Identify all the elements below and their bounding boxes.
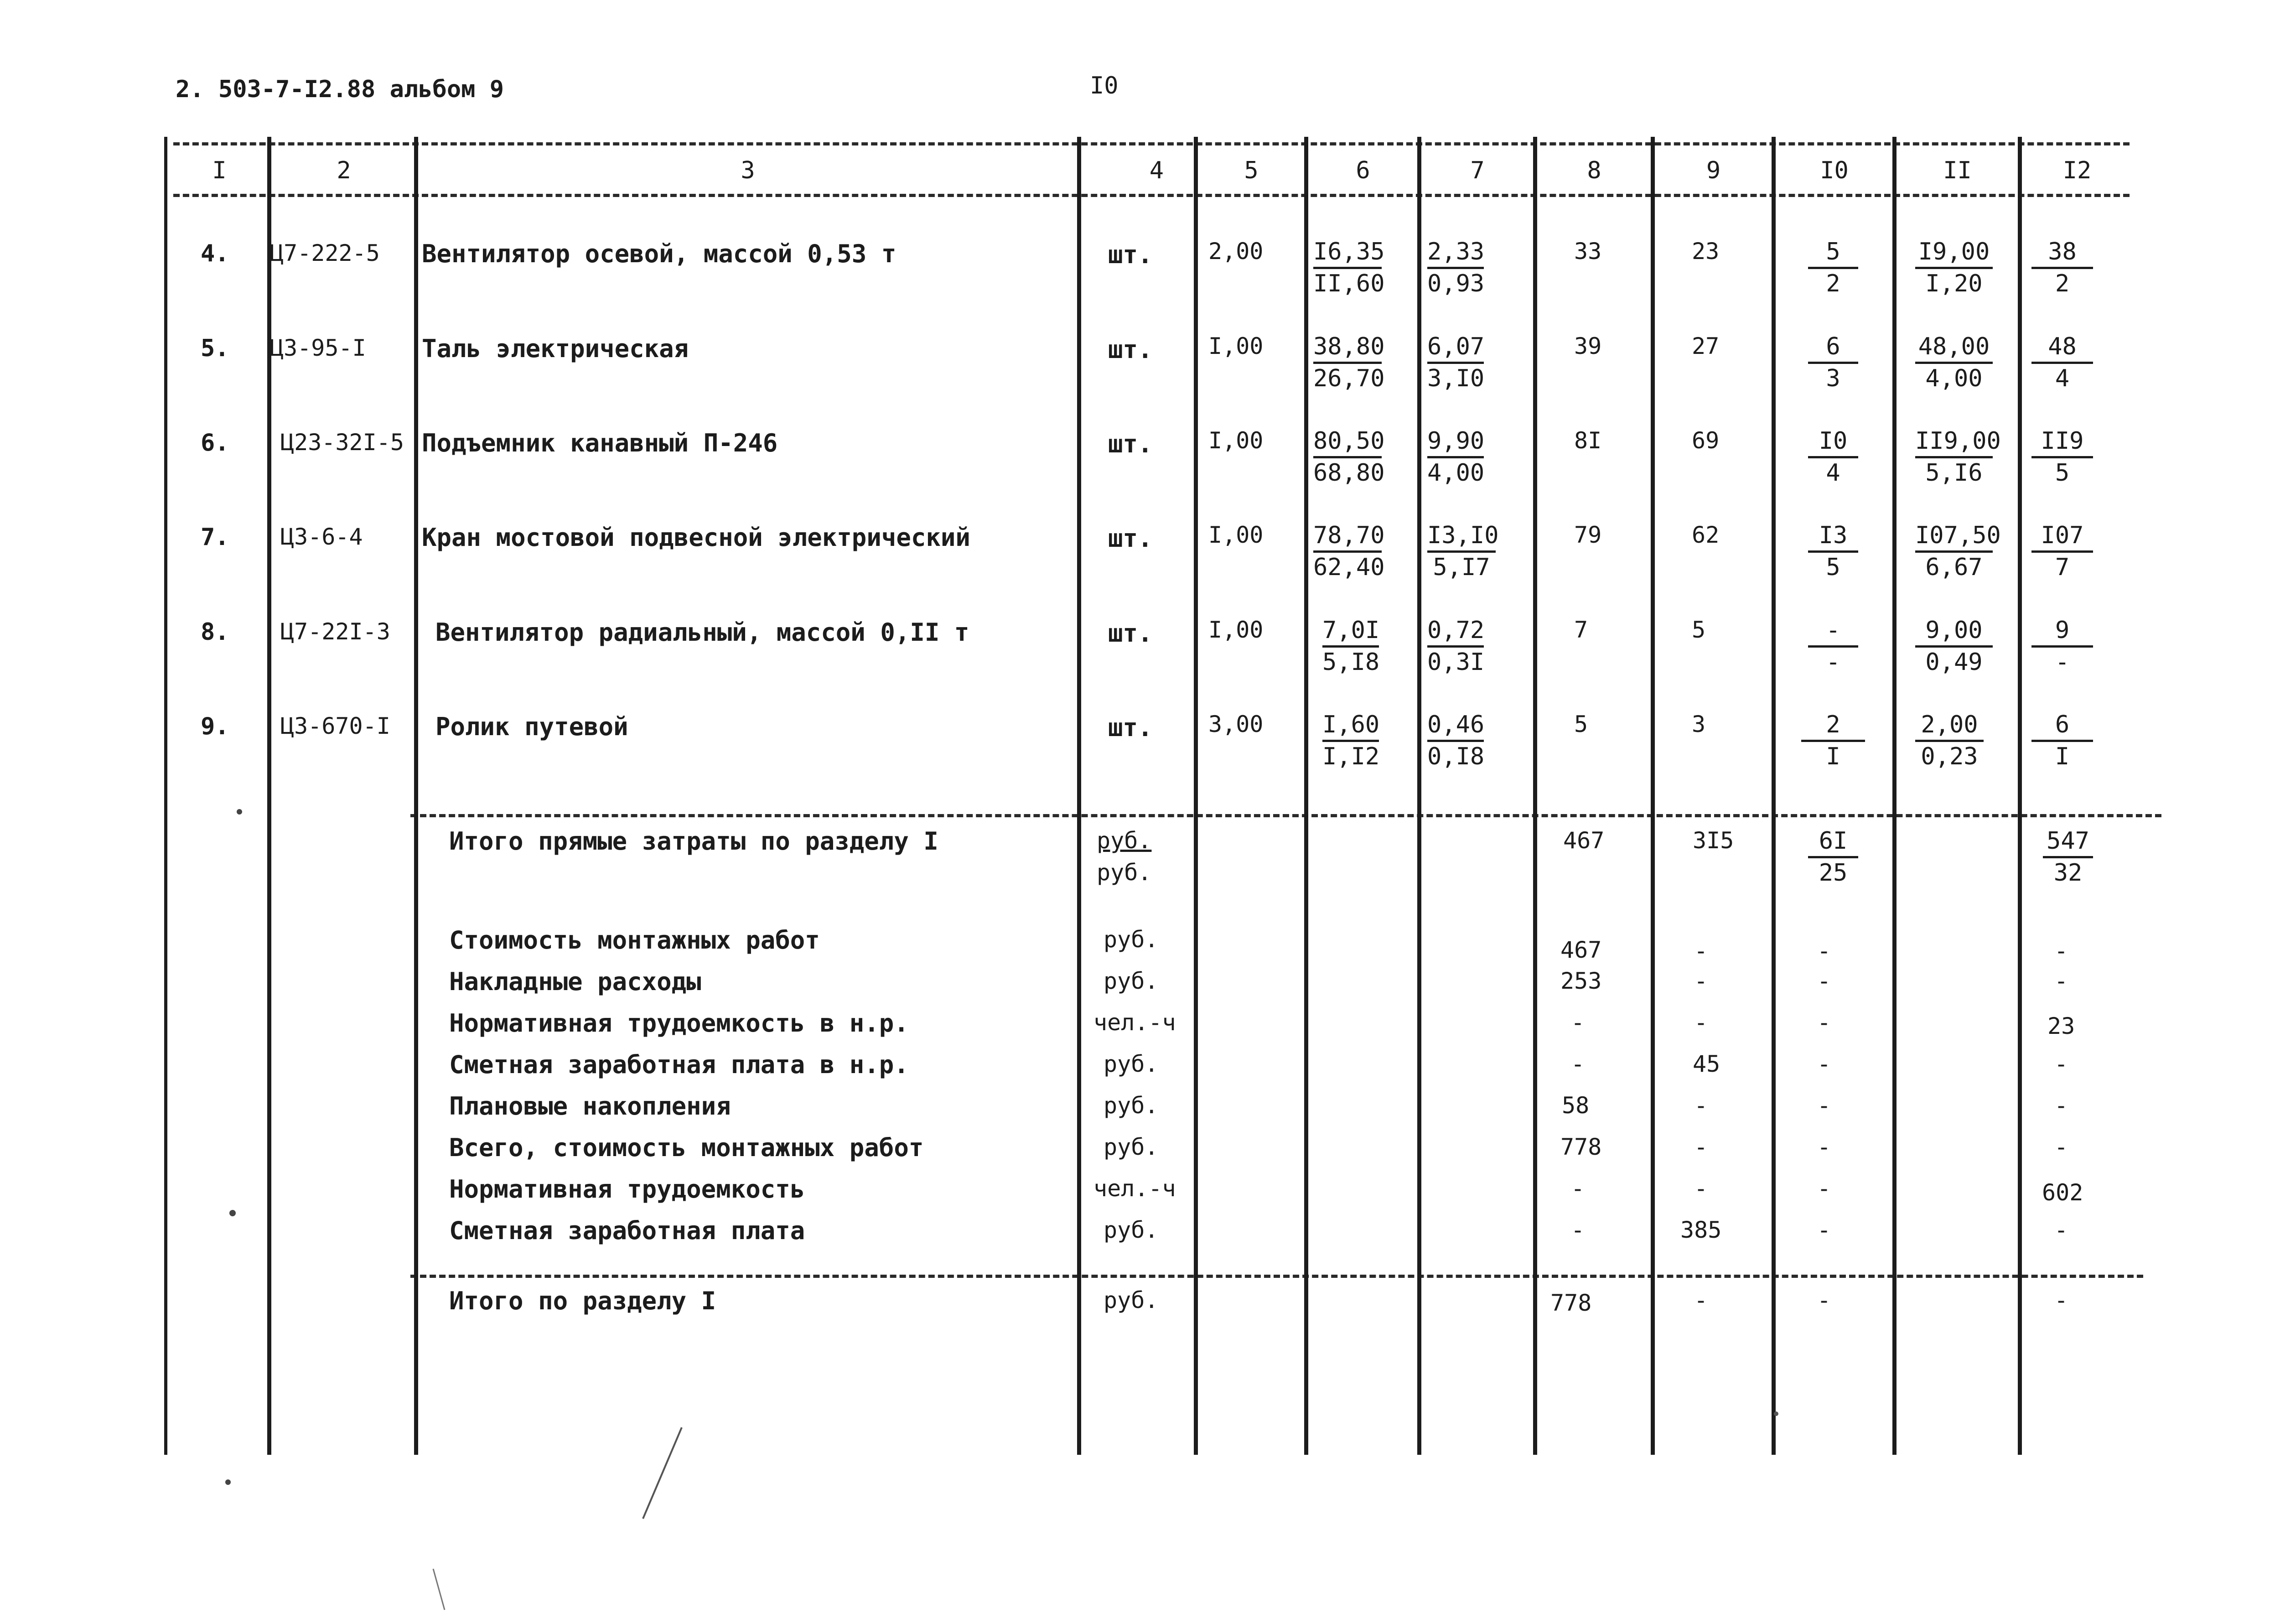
col7-denominator: 4,00 [1427, 459, 1485, 487]
row-number: 9. [201, 713, 229, 740]
col12-denominator: I [2055, 743, 2070, 770]
row-number: 4. [201, 240, 229, 267]
col11-denominator: 0,23 [1921, 743, 1978, 770]
page-number: I0 [1090, 72, 1119, 99]
pen-stroke [433, 1569, 445, 1610]
col7-numerator: 2,33 [1427, 237, 1484, 269]
col7-numerator: 9,90 [1427, 426, 1484, 458]
column-header-5: 5 [1244, 157, 1259, 184]
summary-col9: 385 [1680, 1217, 1722, 1243]
summary-unit: руб. [1104, 1092, 1159, 1119]
col10-denominator: 5 [1826, 554, 1840, 581]
col10-numerator: 6 [1808, 332, 1858, 364]
unit: шт. [1108, 524, 1153, 553]
col8-value: 39 [1574, 333, 1602, 359]
unit: шт. [1108, 713, 1153, 742]
col7-numerator: 0,46 [1427, 710, 1484, 742]
col9-value: 62 [1692, 522, 1720, 548]
summary-label: Всего, стоимость монтажных работ [449, 1133, 924, 1162]
col12-numerator: 9 [2031, 616, 2093, 648]
item-name: Вентилятор осевой, массой 0,53 т [422, 239, 896, 268]
summary-label: Сметная заработная плата [449, 1216, 805, 1245]
unit: шт. [1108, 240, 1153, 269]
item-name: Ролик путевой [435, 712, 628, 741]
summary-label: Накладные расходы [449, 967, 701, 996]
col12-denominator: 5 [2055, 459, 2070, 487]
summary-unit: руб. [1104, 1217, 1159, 1243]
summary-col10: - [1817, 968, 1831, 994]
summary-col10: - [1817, 1134, 1831, 1160]
summary-unit: чел.-ч [1093, 1009, 1176, 1036]
summary-unit: руб. [1104, 1134, 1159, 1160]
col6-denominator: I,I2 [1322, 743, 1380, 770]
unit: шт. [1108, 430, 1153, 458]
summary-col12: - [2054, 1092, 2068, 1119]
item-name: Кран мостовой подвесной электрический [422, 523, 970, 552]
column-header-6: 6 [1356, 157, 1370, 184]
item-name: Вентилятор радиальный, массой 0,II т [435, 618, 969, 647]
col12-denominator: - [2055, 649, 2070, 676]
col8-value: 33 [1574, 238, 1602, 265]
item-name: Подъемник канавный П-246 [422, 429, 778, 457]
col12-numerator: 38 [2031, 237, 2093, 269]
col11-denominator: 0,49 [1925, 649, 1983, 676]
item-name: Таль электрическая [422, 334, 689, 363]
col12-numerator: II9 [2031, 426, 2093, 458]
summary-col8: - [1571, 1175, 1585, 1202]
summary-col12: - [2054, 1134, 2068, 1160]
direct-costs-col10-denominator: 25 [1819, 859, 1848, 887]
speck [237, 809, 242, 815]
speck [1774, 1411, 1778, 1416]
summary-col12: - [2054, 1051, 2068, 1077]
col6-numerator: 80,50 [1313, 426, 1382, 458]
summary-col10: - [1817, 1175, 1831, 1202]
col6-numerator: I6,35 [1313, 237, 1382, 269]
col8-value: 8I [1574, 427, 1602, 454]
col9-value: 5 [1692, 617, 1706, 643]
unit: шт. [1108, 335, 1153, 364]
summary-unit: руб. [1104, 1051, 1159, 1077]
direct-costs-col10-numerator: 6I [1808, 826, 1858, 858]
column-header-10: I0 [1820, 157, 1849, 184]
col9-value: 69 [1692, 427, 1720, 454]
summary-col12: - [2054, 968, 2068, 994]
col7-denominator: 5,I7 [1433, 554, 1490, 581]
column-header-4: 4 [1149, 157, 1164, 184]
summary-col9: - [1694, 968, 1708, 994]
summary-col12: 23 [2047, 1013, 2075, 1039]
col10-denominator: 3 [1826, 365, 1840, 392]
section-total-unit: руб. [1104, 1287, 1159, 1313]
col12-numerator: 6 [2031, 710, 2093, 742]
col6-denominator: 26,70 [1313, 365, 1385, 392]
summary-col12: - [2054, 938, 2068, 964]
summary-label: Плановые накопления [449, 1092, 731, 1121]
col11-numerator: II9,00 [1915, 426, 1993, 458]
summary-col9: 45 [1693, 1051, 1720, 1077]
section-total-col12: - [2054, 1287, 2068, 1313]
quantity: 3,00 [1208, 711, 1264, 737]
summary-col8: - [1571, 1009, 1585, 1036]
summary-col9: - [1694, 1009, 1708, 1036]
quantity: I,00 [1208, 427, 1264, 454]
price-code: Ц23-32I-5 [280, 429, 404, 456]
col10-denominator: - [1826, 649, 1840, 676]
price-code: Ц7-22I-3 [280, 618, 390, 645]
col6-numerator: 7,0I [1322, 616, 1379, 648]
col7-numerator: 6,07 [1427, 332, 1484, 364]
col9-value: 3 [1692, 711, 1706, 737]
summary-col9: - [1694, 1134, 1708, 1160]
row-number: 8. [201, 618, 229, 646]
column-header-3: 3 [741, 157, 755, 184]
summary-col12: 602 [2042, 1179, 2083, 1206]
col11-denominator: 5,I6 [1925, 459, 1983, 487]
col8-value: 7 [1574, 617, 1588, 643]
price-code: Ц3-670-I [280, 713, 390, 739]
summary-label: Сметная заработная плата в н.р. [449, 1050, 909, 1079]
col11-denominator: 4,00 [1925, 365, 1983, 392]
row-number: 5. [201, 335, 229, 362]
col6-numerator: I,60 [1322, 710, 1379, 742]
col6-numerator: 38,80 [1313, 332, 1382, 364]
col11-denominator: I,20 [1925, 270, 1983, 297]
col11-numerator: I07,50 [1915, 521, 1993, 553]
summary-unit: руб. [1104, 926, 1159, 953]
direct-costs-unit-top: руб. [1097, 827, 1152, 854]
col6-denominator: 62,40 [1313, 554, 1385, 581]
col7-numerator: 0,72 [1427, 616, 1484, 648]
column-header-7: 7 [1470, 157, 1485, 184]
summary-col9: - [1694, 1175, 1708, 1202]
section-total-label: Итого по разделу I [449, 1287, 716, 1315]
col6-numerator: 78,70 [1313, 521, 1382, 553]
summary-label: Нормативная трудоемкость в н.р. [449, 1009, 909, 1038]
section-total-col8: 778 [1550, 1290, 1592, 1316]
section-total-col9: - [1694, 1287, 1708, 1313]
col12-numerator: I07 [2031, 521, 2093, 553]
summary-col12: - [2054, 1217, 2068, 1243]
direct-costs-col9: 3I5 [1693, 827, 1734, 854]
column-header-1: I [212, 157, 227, 184]
col10-denominator: I [1826, 743, 1840, 770]
summary-col10: - [1817, 1009, 1831, 1036]
col7-numerator: I3,I0 [1427, 521, 1496, 553]
summary-col8: 467 [1560, 937, 1602, 963]
column-header-2: 2 [337, 157, 351, 184]
summary-col9: - [1694, 938, 1708, 964]
col10-denominator: 2 [1826, 270, 1840, 297]
col10-numerator: I0 [1808, 426, 1858, 458]
summary-col8: - [1571, 1051, 1585, 1077]
summary-unit: чел.-ч [1093, 1175, 1176, 1202]
summary-label: Стоимость монтажных работ [449, 926, 820, 955]
col12-denominator: 7 [2055, 554, 2070, 581]
quantity: 2,00 [1208, 238, 1264, 265]
col6-denominator: 68,80 [1313, 459, 1385, 487]
price-code: Ц7-222-5 [270, 240, 380, 266]
col7-denominator: 0,3I [1427, 649, 1485, 676]
summary-col8: - [1571, 1217, 1585, 1243]
summary-col10: - [1817, 1092, 1831, 1119]
col12-denominator: 2 [2055, 270, 2070, 297]
summary-label: Нормативная трудоемкость [449, 1175, 805, 1204]
col9-value: 27 [1692, 333, 1720, 359]
col11-denominator: 6,67 [1925, 554, 1983, 581]
pen-stroke [643, 1427, 682, 1519]
col8-value: 79 [1574, 522, 1602, 548]
summary-col9: - [1694, 1092, 1708, 1119]
col10-numerator: - [1808, 616, 1858, 648]
col12-numerator: 48 [2031, 332, 2093, 364]
direct-costs-col12-denominator: 32 [2053, 859, 2083, 887]
quantity: I,00 [1208, 333, 1264, 359]
column-header-9: 9 [1706, 157, 1721, 184]
summary-col8: 58 [1562, 1092, 1590, 1119]
summary-unit: руб. [1104, 968, 1159, 994]
row-number: 6. [201, 429, 229, 457]
col6-denominator: II,60 [1313, 270, 1385, 297]
col8-value: 5 [1574, 711, 1588, 737]
quantity: I,00 [1208, 617, 1264, 643]
col7-denominator: 0,93 [1427, 270, 1485, 297]
speck [229, 1210, 236, 1216]
section-total-col10: - [1817, 1287, 1831, 1313]
col10-denominator: 4 [1826, 459, 1840, 487]
quantity: I,00 [1208, 522, 1264, 548]
column-header-8: 8 [1587, 157, 1601, 184]
column-header-12: I2 [2062, 157, 2092, 184]
price-code: Ц3-95-I [270, 335, 366, 361]
row-number: 7. [201, 524, 229, 551]
col10-numerator: 5 [1808, 237, 1858, 269]
speck [225, 1479, 231, 1485]
direct-costs-col12-numerator: 547 [2043, 826, 2093, 858]
col12-denominator: 4 [2055, 365, 2070, 392]
col7-denominator: 0,I8 [1427, 743, 1485, 770]
direct-costs-label: Итого прямые затраты по разделу I [449, 827, 938, 856]
unit: шт. [1108, 619, 1153, 648]
summary-col8: 253 [1560, 968, 1602, 994]
direct-costs-unit-bottom: руб. [1097, 859, 1152, 886]
col7-denominator: 3,I0 [1427, 365, 1485, 392]
summary-col8: 778 [1560, 1134, 1602, 1160]
summary-col10: - [1817, 1051, 1831, 1077]
summary-col10: - [1817, 938, 1831, 964]
column-header-11: II [1943, 157, 1972, 184]
document-reference: 2. 503-7-I2.88 альбом 9 [176, 76, 504, 103]
direct-costs-col8: 467 [1563, 827, 1605, 854]
col11-numerator: 9,00 [1915, 616, 1993, 648]
col6-denominator: 5,I8 [1322, 649, 1380, 676]
col10-numerator: I3 [1808, 521, 1858, 553]
summary-col10: - [1817, 1217, 1831, 1243]
col11-numerator: 2,00 [1915, 710, 1984, 742]
col9-value: 23 [1692, 238, 1720, 265]
col11-numerator: 48,00 [1915, 332, 1993, 364]
col11-numerator: I9,00 [1915, 237, 1993, 269]
col10-numerator: 2 [1801, 710, 1865, 742]
price-code: Ц3-6-4 [280, 524, 363, 550]
